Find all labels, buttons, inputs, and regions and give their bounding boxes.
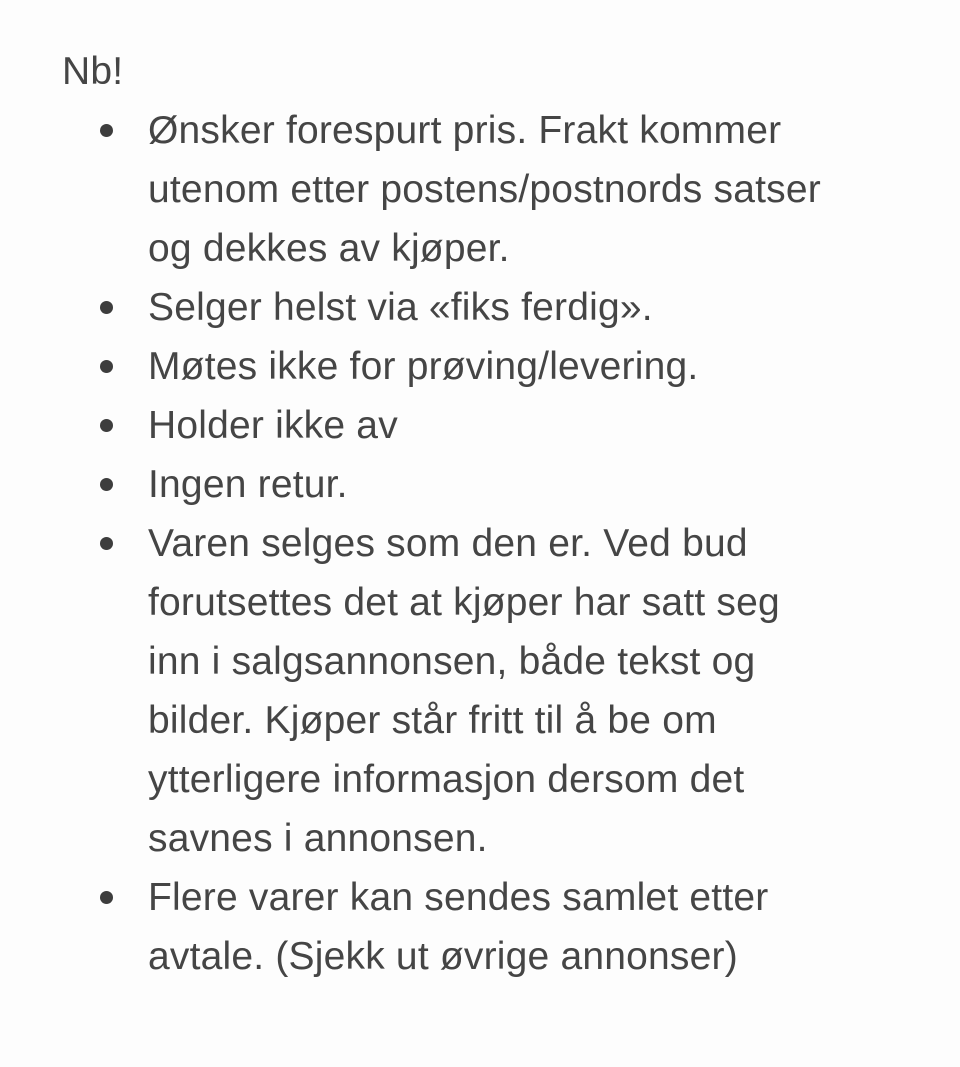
note-bullet-item: Møtes ikke for prøving/levering. [62,337,823,396]
note-heading: Nb! [62,50,124,93]
note-bullet-list [62,101,920,986]
note-bullet-item: Flere varer kan sendes samlet etter avtale. (Sjekk ut øvrige annonser) [62,868,823,986]
note-bullet-item: Varen selges som den er. Ved bud forutsettes det at kjøper har satt seg inn i salgsannonsen, både tekst og bilder. Kjøper står fritt til å be om ytterligere informasjon dersom det savnes i annonsen. [62,514,823,868]
note-bullet-item: Holder ikke av [62,396,823,455]
note-bullet-item: Selger helst via «fiks ferdig». [62,278,823,337]
note-bullet-item: Ønsker forespurt pris. Frakt kommer utenom etter postens/postnords satser og dekkes av kjøper. [62,101,823,278]
note-bullet-item: Ingen retur. [62,455,823,514]
